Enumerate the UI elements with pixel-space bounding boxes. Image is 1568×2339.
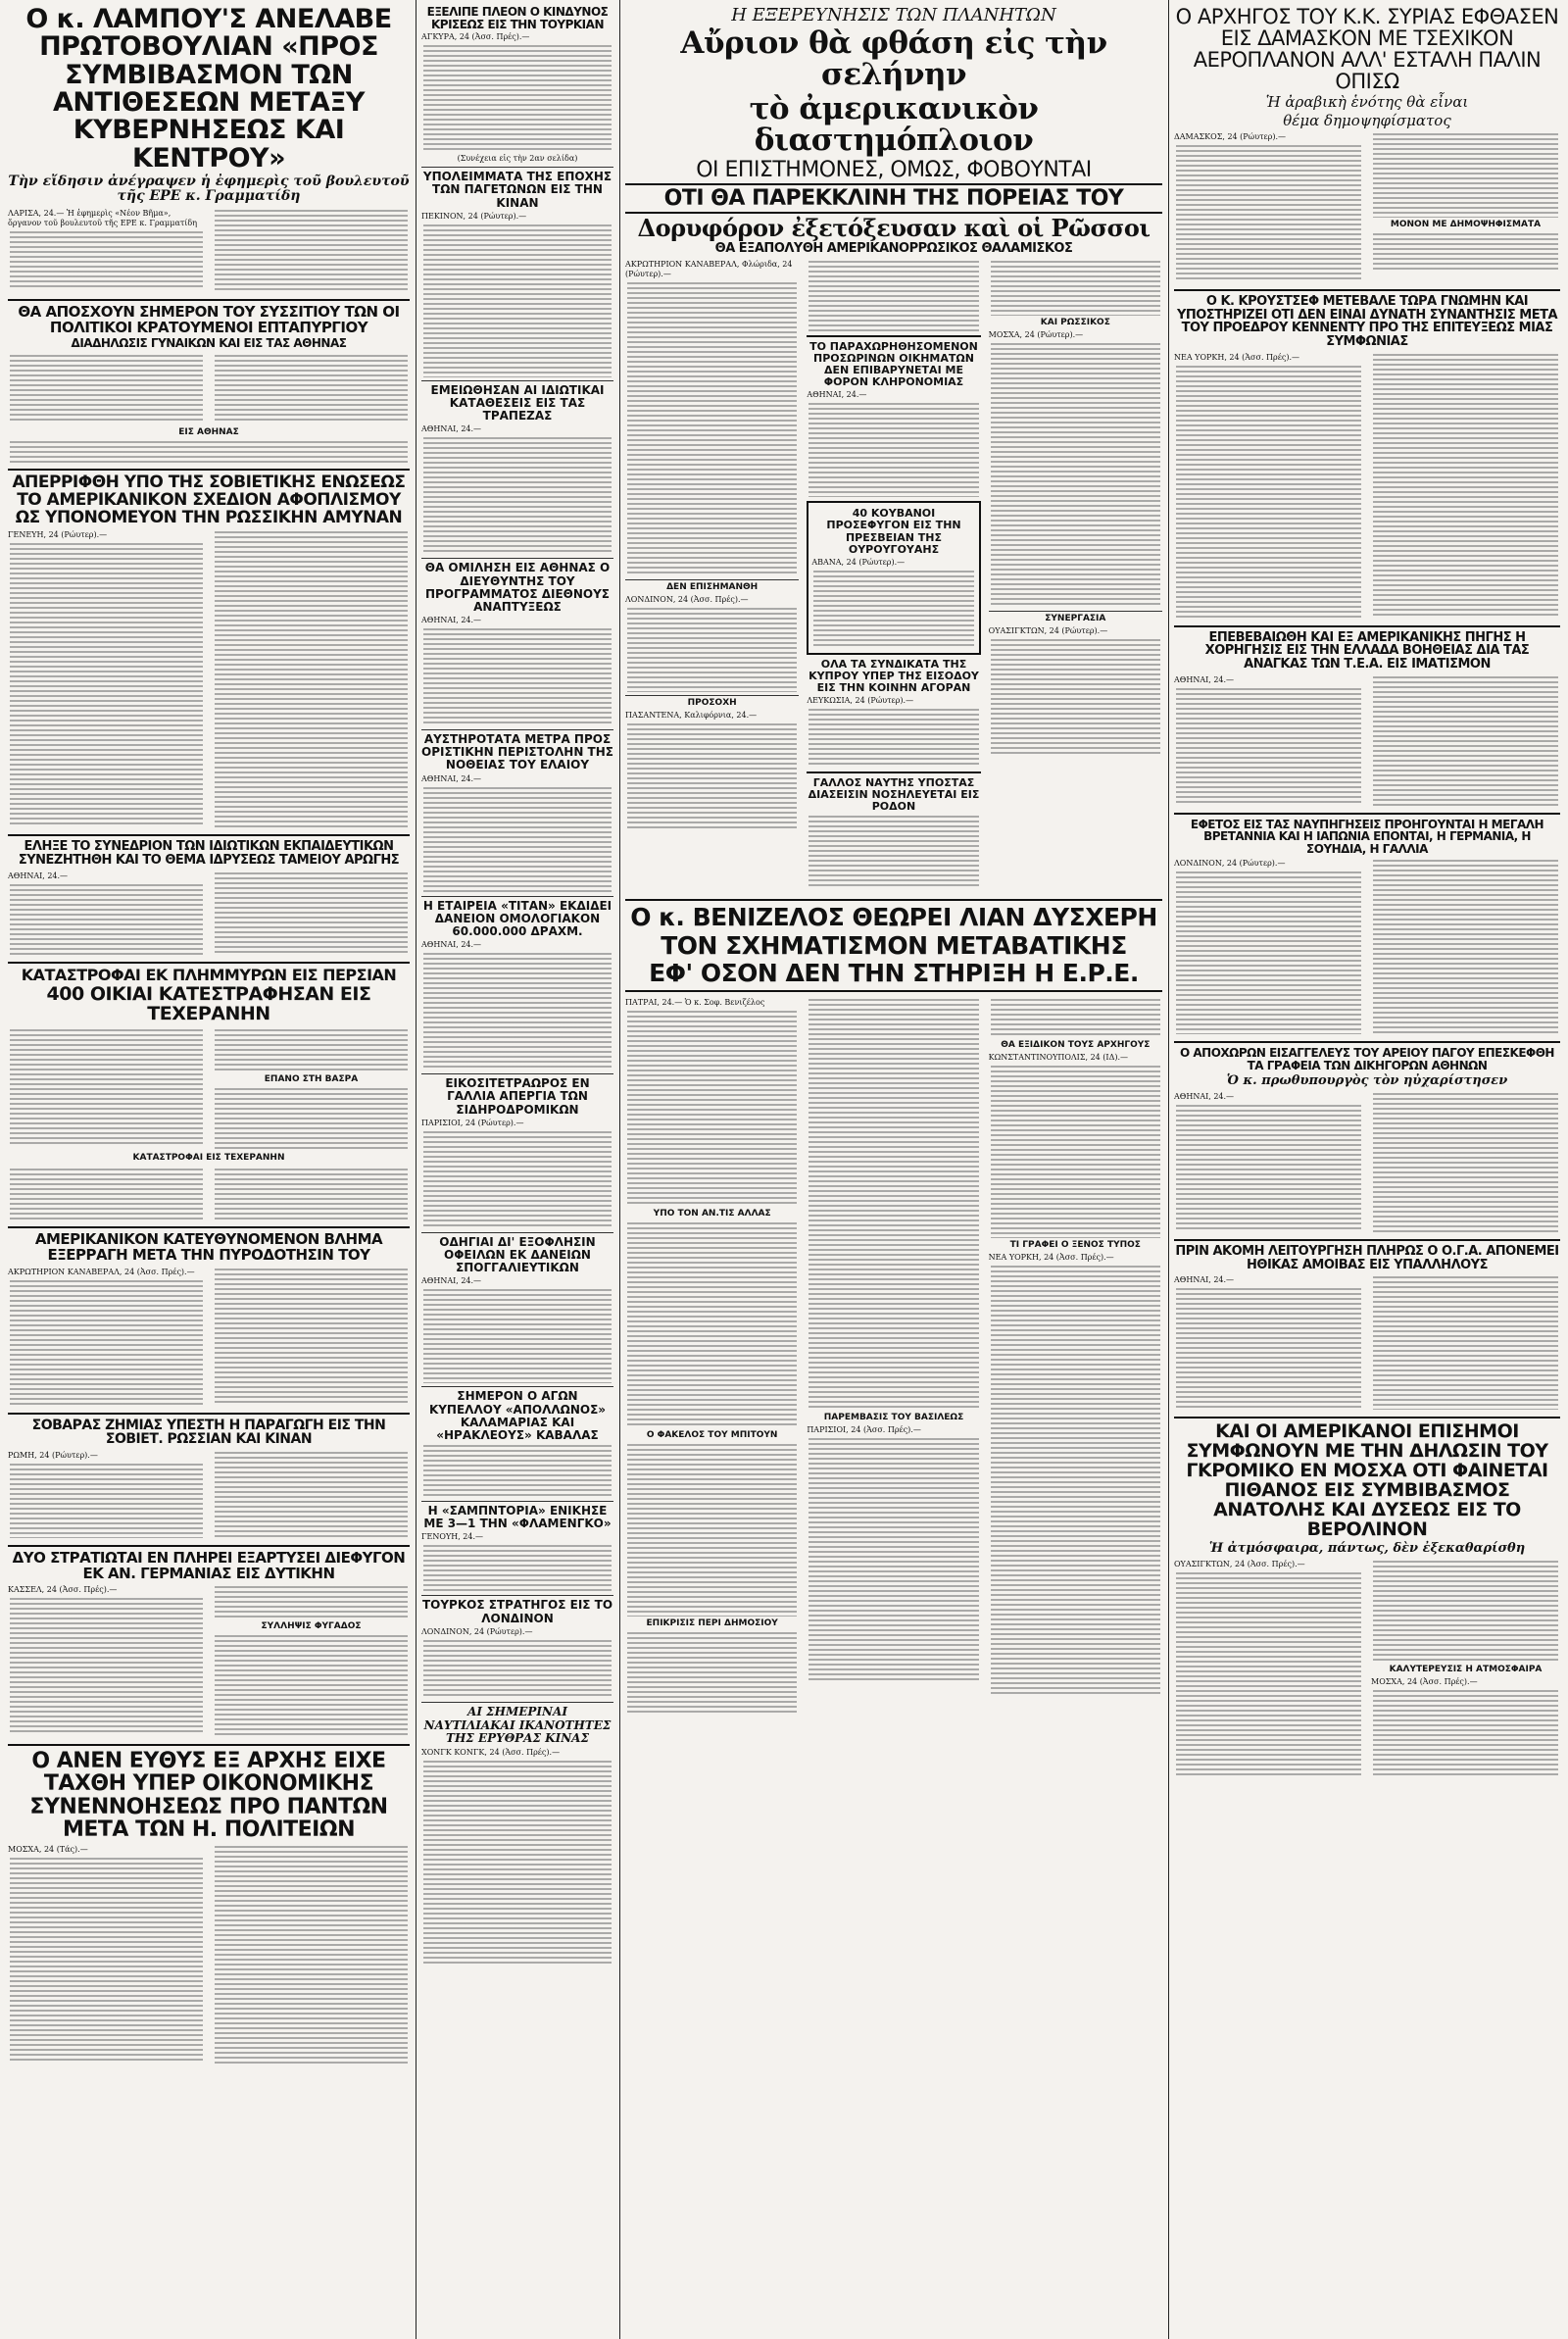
agon-headline: ΣΗΜΕΡΟΝ Ο ΑΓΩΝ ΚΥΠΕΛΛΟΥ «ΑΠΟΛΛΩΝΟΣ» ΚΑΛΑΜΑΡΙΑΣ ΚΑΙ «ΗΡΑΚΛΕΟΥΣ» ΚΑΒΑΛΑΣ — [428, 1389, 607, 1442]
venizelos-dateline: ΠΑΤΡΑΙ, 24.— Ὁ κ. Σοφ. Βενιζέλος — [625, 998, 765, 1008]
apergia-body — [423, 1131, 612, 1229]
lambrou-body — [8, 207, 410, 295]
kouvanoi-dateline: ΑΒΑΝΑ, 24 (Ρώυτερ).— — [811, 557, 906, 567]
kouvanoi-box — [807, 501, 980, 654]
voitheia-dateline: ΑΘΗΝΑΙ, 24.— — [1174, 674, 1235, 684]
stratiotai-dateline: ΚΑΣΣΕΛ, 24 (Ἀσσ. Πρές).— — [8, 1585, 118, 1595]
column-rule-3 — [1168, 0, 1169, 2339]
syria-dateline: ΔΑΜΑΣΚΟΣ, 24 (Ρώυτερ).— — [1174, 132, 1287, 142]
persia-subheadline-1: ΕΠΑΝΟ ΣΤΗ ΒΑΣΡΑ — [264, 1074, 359, 1085]
den-dateline: ΛΟΝΔΙΝΟΝ, 24 (Ἀσσ. Πρές).— — [625, 594, 749, 604]
naftiliakai-dateline: ΧΟΝΓΚ ΚΟΝΓΚ, 24 (Ἀσσ. Πρές).— — [421, 1748, 561, 1758]
vima-dateline: ΑΚΡΩΤΗΡΙΟΝ ΚΑΝΑΒΕΡΑΛ, 24 (Ἀσσ. Πρές).— — [8, 1267, 195, 1276]
berlin-dateline-2: ΜΟΣΧΑ, 24 (Ἀσσ. Πρές).— — [1371, 1677, 1478, 1687]
apergia-dateline: ΠΑΡΙΣΙΟΙ, 24 (Ρώυτερ).— — [421, 1118, 524, 1127]
main-story-col-1 — [625, 258, 799, 891]
eisaggelefs-headline: Ο ΑΠΟΧΩΡΩΝ ΕΙΣΑΓΓΕΛΕΥΣ ΤΟΥ ΑΡΕΙΟΥ ΠΑΓΟΥ ΕΠΕΣΚΕΦΘΗ ΤΑ ΓΡΑΦΕΙΑ ΤΩΝ ΔΙΚΗΓΟΡΩΝ ΑΘΗΝΩΝ — [1180, 1046, 1554, 1073]
apergia-headline: ΕΙΚΟΣΙΤΕΤΡΑΩΡΟΣ ΕΝ ΓΑΛΛΙΑ ΑΠΕΡΓΙΑ ΤΩΝ ΣΙΔΗΡΟΔΡΟΜΙΚΩΝ — [445, 1076, 590, 1117]
stratiotai-body — [8, 1583, 410, 1740]
syria-kicker-1: Ἡ ἀραβικὴ ἑνότης θὰ εἶναι — [1265, 93, 1469, 112]
syria-body — [1174, 130, 1560, 285]
aporripsi-dateline: ΓΕΝΕΥΗ, 24 (Ρώυτερ).— — [8, 530, 108, 540]
zimiai-headline: ΣΟΒΑΡΑΣ ΖΗΜΙΑΣ ΥΠΕΣΤΗ Η ΠΑΡΑΓΩΓΗ ΕΙΣ ΤΗΝ ΣΟΒΙΕΤ. ΡΩΣΣΙΑΝ ΚΑΙ ΚΙΝΑΝ — [31, 1417, 386, 1448]
syssitio-headline: ΘΑ ΑΠΟΣΧΟΥΝ ΣΗΜΕΡΟΝ ΤΟΥ ΣΥΣΣΙΤΙΟΥ ΤΩΝ ΟΙ ΠΟΛΙΤΙΚΟΙ ΚΡΑΤΟΥΜΕΝΟΙ ΕΠΤΑΠΥΡΓΙΟΥ — [18, 302, 400, 336]
venizelos-sub-4: ΕΠΙΚΡΙΣΙΣ ΠΕΡΙ ΔΗΜΟΣΙΟΥ — [646, 1617, 778, 1628]
odigiai-headline: ΟΔΗΓΙΑΙ ΔΙ' ΕΞΟΦΛΗΣΙΝ ΟΦΕΙΛΩΝ ΕΚ ΔΑΝΕΙΩΝ ΣΠΟΓΓΑΛΙΕΥΤΙΚΩΝ — [439, 1234, 596, 1275]
venizelos-col-3 — [989, 996, 1162, 1717]
naupigiseis-dateline: ΛΟΝΔΙΝΟΝ, 24 (Ρώυτερ).— — [1174, 859, 1286, 869]
berlin-dateline: ΟΥΑΣΙΓΚΤΩΝ, 24 (Ἀσσ. Πρές).— — [1174, 1560, 1305, 1569]
tourkos-dateline: ΛΟΝΔΙΝΟΝ, 24 (Ρώυτερ).— — [421, 1626, 533, 1636]
eisaggelefs-kicker: Ὁ κ. πρωθυπουργὸς τὸν ηὐχαρίστησεν — [1226, 1072, 1508, 1088]
elaiou-body — [423, 787, 612, 893]
tourkia-headline: ΕΞΕΛΙΠΕ ΠΛΕΟΝ Ο ΚΙΝΔΥΝΟΣ ΚΡΙΣΕΩΣ ΕΙΣ ΤΗΝ ΤΟΥΡΚΙΑΝ — [426, 5, 609, 31]
syssitio-section: ΕΙΣ ΑΘΗΝΑΣ — [178, 426, 239, 437]
syssitio-body-2 — [10, 441, 408, 465]
omilia-headline: ΘΑ ΟΜΙΛΗΣΗ ΕΙΣ ΑΘΗΝΑΣ Ο ΔΙΕΥΘΥΝΤΗΣ ΤΟΥ ΠΡΟΓΡΑΜΜΑΤΟΣ ΔΙΕΘΝΟΥΣ ΑΝΑΠΤΥΞΕΩΣ — [424, 561, 611, 614]
tourkos-body — [423, 1640, 612, 1699]
berlin-subheadline: ΚΑΛΥΤΕΡΕΥΣΙΣ Η ΑΤΜΟΣΦΑΙΡΑ — [1389, 1665, 1543, 1675]
elaiou-dateline: ΑΘΗΝΑΙ, 24.— — [421, 773, 482, 783]
naupigiseis-headline: ΕΦΕΤΟΣ ΕΙΣ ΤΑΣ ΝΑΥΠΗΓΗΣΕΙΣ ΠΡΟΗΓΟΥΝΤΑΙ Η ΜΕΓΑΛΗ ΒΡΕΤΑΝΝΙΑ ΚΑΙ Η ΙΑΠΩΝΙΑ ΕΠΟΝΤΑΙ, Η ΓΕΡΜΑΝΙΑ, Η ΣΟΥΗΔΙΑ, Η ΓΑΛΛΙΑ — [1190, 817, 1544, 856]
syndrio-dateline: ΑΘΗΝΑΙ, 24.— — [8, 871, 69, 880]
odigiai-body — [423, 1289, 612, 1383]
vima-body — [8, 1266, 410, 1409]
tourkos-headline: ΤΟΥΡΚΟΣ ΣΤΡΑΤΗΓΟΣ ΕΙΣ ΤΟ ΛΟΝΔΙΝΟΝ — [421, 1598, 613, 1625]
kouvanoi-headline: 40 ΚΟΥΒΑΝΟΙ ΠΡΟΣΕΦΥΓΟΝ ΕΙΣ ΤΗΝ ΠΡΕΣΒΕΙΑΝ ΤΗΣ ΟΥΡΟΥΓΟΥΑΗΣ — [826, 507, 961, 556]
omilia-dateline: ΑΘΗΝΑΙ, 24.— — [421, 616, 482, 625]
venizelos-sub-5: ΘΑ ΕΞΙΔΙΚΟΝ ΤΟΥΣ ΑΡΧΗΓΟΥΣ — [1001, 1040, 1151, 1051]
aporripsi-headline: ΑΠΕΡΡΙΦΘΗ ΥΠΟ ΤΗΣ ΣΟΒΙΕΤΙΚΗΣ ΕΝΩΣΕΩΣ ΤΟ ΑΜΕΡΙΚΑΝΙΚΟΝ ΣΧΕΔΙΟΝ ΑΦΟΠΛΙΣΜΟΥ ΩΣ ΥΠΟΝΟΜΕΥΟΝ ΤΗΝ ΡΩΣΣΙΚΗΝ ΑΜΥΝΑΝ — [12, 472, 406, 527]
synergasia-subheadline: ΣΥΝΕΡΓΑΣΙΑ — [1045, 613, 1106, 623]
venizelos-dateline-2: ΚΩΝΣΤΑΝΤΙΝΟΥΠΟΛΙΣ, 24 (ΙΔ).— — [988, 1052, 1129, 1062]
paghetonas-headline: ΥΠΟΛΕΙΜΜΑΤΑ ΤΗΣ ΕΠΟΧΗΣ ΤΩΝ ΠΑΓΕΤΩΝΩΝ ΕΙΣ ΤΗΝ ΚΙΝΑΝ — [422, 170, 612, 210]
trapezes-headline: ΕΜΕΙΩΘΗΣΑΝ ΑΙ ΙΔΙΩΤΙΚΑΙ ΚΑΤΑΘΕΣΕΙΣ ΕΙΣ ΤΑΣ ΤΡΑΠΕΖΑΣ — [430, 382, 605, 423]
flamengo-body — [423, 1545, 612, 1592]
venizelos-sub-6: ΤΙ ΓΡΑΦΕΙ Ο ΞΕΝΟΣ ΤΥΠΟΣ — [1009, 1239, 1141, 1250]
flamengo-headline: Η «ΣΑΜΠΝΤΟΡΙΑ» ΕΝΙΚΗΣΕ ΜΕ 3—1 ΤΗΝ «ΦΛΑΜΕΝΓΚΟ» — [423, 1504, 612, 1531]
tourkia-note: (Συνέχεια εἰς τὴν 2αν σελίδα) — [457, 154, 578, 164]
venizelos-dateline-4: ΠΑΡΙΣΙΟΙ, 24 (Ἀσσ. Πρές).— — [807, 1424, 921, 1434]
eisaggelefs-dateline: ΑΘΗΝΑΙ, 24.— — [1174, 1091, 1235, 1101]
syria-kicker-2: θέμα δημοψηφίσματος — [1283, 111, 1451, 129]
oikimata-dateline: ΑΘΗΝΑΙ, 24.— — [807, 390, 867, 400]
kroustsef-body — [1174, 351, 1560, 622]
main-headline-1: Αὔριον θὰ φθάση εἰς τὴν σελήνην — [680, 25, 1107, 93]
naftiliakai-headline: ΑΙ ΣΗΜΕΡΙΝΑΙ ΝΑΥΤΙΛΙΑΚΑΙ ΙΚΑΝΟΤΗΤΕΣ ΤΗΣ ΕΡΥΘΡΑΣ ΚΙΝΑΣ — [423, 1704, 612, 1746]
naftiliakai-body — [423, 1761, 612, 1966]
prosohi-subheadline: ΠΡΟΣΟΧΗ — [687, 697, 737, 708]
rossikos-dateline: ΜΟΣΧΑ, 24 (Ρώυτερ).— — [988, 329, 1084, 339]
trapezes-body — [423, 437, 612, 555]
syndikata-headline: ΟΛΑ ΤΑ ΣΥΝΔΙΚΑΤΑ ΤΗΣ ΚΥΠΡΟΥ ΥΠΕΡ ΤΗΣ ΕΙΣΟΔΟΥ ΕΙΣ ΤΗΝ ΚΟΙΝΗΝ ΑΓΟΡΑΝ — [808, 657, 979, 694]
main-story-col-2 — [807, 258, 980, 891]
prosohi-dateline: ΠΑΣΑΝΤΕΝΑ, Καλιφόρνια, 24.— — [625, 710, 758, 720]
syndrio-body — [8, 870, 410, 958]
syndikata-dateline: ΛΕΥΚΩΣΙΑ, 24 (Ρώυτερ).— — [807, 696, 914, 706]
persia-headline-2: 400 ΟΙΚΙΑΙ ΚΑΤΕΣΤΡΑΦΗΣΑΝ ΕΙΣ ΤΕΧΕΡΑΝΗΝ — [46, 983, 371, 1025]
main-headline-2: τὸ ἀμερικανικὸν διαστημόπλοιον — [749, 90, 1039, 159]
main-dateline: ΑΚΡΩΤΗΡΙΟΝ ΚΑΝΑΒΕΡΑΛ, Φλώριδα, 24 (Ρώυτερ).— — [625, 260, 793, 278]
stratiotai-headline: ΔΥΟ ΣΤΡΑΤΙΩΤΑΙ ΕΝ ΠΛΗΡΕΙ ΕΞΑΡΤΥΣΕΙ ΔΙΕΦΥΓΟΝ ΕΚ ΑΝ. ΓΕΡΜΑΝΙΑΣ ΕΙΣ ΔΥΤΙΚΗΝ — [12, 1548, 406, 1582]
synergasia-dateline: ΟΥΑΣΙΓΚΤΩΝ, 24 (Ρώυτερ).— — [988, 625, 1108, 635]
berlin-body — [1174, 1558, 1560, 1781]
poliitis-body — [8, 1843, 410, 2066]
paghetonas-dateline: ΠΕΚΙΝΟΝ, 24 (Ρώυτερ).— — [421, 211, 527, 221]
zimiai-body — [8, 1449, 410, 1541]
lambrou-headline: Ο κ. ΛΑΜΠΟΥ'Σ ΑΝΕΛΑΒΕ ΠΡΩΤΟΒΟΥΛΙΑΝ «ΠΡΟΣ ΣΥΜΒΙΒΑΣΜΟΝ ΤΩΝ ΑΝΤΙΘΕΣΕΩΝ ΜΕΤΑΞΥ ΚΥΒΕΡΝΗΣΕΩΣ ΚΑΙ ΚΕΝΤΡΟΥ» — [25, 4, 392, 174]
venizelos-col-2 — [807, 996, 980, 1717]
oga-headline: ΠΡΙΝ ΑΚΟΜΗ ΛΕΙΤΟΥΡΓΗΣΗ ΠΛΗΡΩΣ Ο Ο.Γ.Α. ΑΠΟΝΕΜΕΙ ΗΘΙΚΑΣ ΑΜΟΙΒΑΣ ΕΙΣ ΥΠΑΛΛΗΛΟΥΣ — [1175, 1243, 1559, 1272]
omilia-body — [423, 628, 612, 726]
eisaggelefs-body — [1174, 1090, 1560, 1235]
persia-body — [8, 1026, 410, 1152]
main-subheadline-4: ΘΑ ΕΞΑΠΟΛΥΘΗ ΑΜΕΡΙΚΑΝΟΡΡΩΣΙΚΟΣ ΘΑΛΑΜΙΣΚΟΣ — [714, 241, 1073, 257]
poliitis-headline: Ο ΑΝΕΝ ΕΥΘΥΣ ΕΞ ΑΡΧΗΣ ΕΙΧΕ ΤΑΧΘΗ ΥΠΕΡ ΟΙΚΟΝΟΜΙΚΗΣ ΣΥΝΕΝΝΟΗΣΕΩΣ ΠΡΟ ΠΑΝΤΩΝ ΜΕΤΑ ΤΩΝ Η. ΠΟΛΙΤΕΙΩΝ — [29, 1749, 388, 1842]
main-subheadline-1: ΟΙ ΕΠΙΣΤΗΜΟΝΕΣ, ΟΜΩΣ, ΦΟΒΟΥΝΤΑΙ — [696, 157, 1092, 182]
titan-dateline: ΑΘΗΝΑΙ, 24.— — [421, 940, 482, 950]
titan-headline: Η ΕΤΑΙΡΕΙΑ «ΤΙΤΑΝ» ΕΚΔΙΔΕΙ ΔΑΝΕΙΟΝ ΟΜΟΛΟΓΙΑΚΟΝ 60.000.000 ΔΡΑΧΜ. — [422, 898, 612, 938]
venizelos-col-1 — [625, 996, 799, 1717]
main-subheadline-3: Δορυφόρον ἐξετόξευσαν καὶ οἱ Ρῶσσοι — [637, 214, 1151, 243]
trapezes-dateline: ΑΘΗΝΑΙ, 24.— — [421, 424, 482, 434]
persia-subheadline-2: ΚΑΤΑΣΤΡΟΦΑΙ ΕΙΣ ΤΕΧΕΡΑΝΗΝ — [132, 1153, 285, 1164]
venizelos-sub-3: Ο ΦΑΚΕΛΟΣ ΤΟΥ ΜΠΙΤΟΥΝ — [646, 1429, 778, 1440]
column-3 — [625, 0, 1162, 2339]
naftis-headline: ΓΑΛΛΟΣ ΝΑΥΤΗΣ ΥΠΟΣΤΑΣ ΔΙΑΣΕΙΣΙΝ ΝΟΣΗΛΕΥΕΤΑΙ ΕΙΣ ΡΟΔΟΝ — [808, 776, 980, 814]
persia-body-2 — [8, 1166, 410, 1222]
column-2 — [421, 0, 613, 2339]
poliitis-dateline: ΜΟΣΧΑ, 24 (Τάς).— — [8, 1844, 88, 1854]
rossikos-subheadline: ΚΑΙ ΡΩΣΣΙΚΟΣ — [1040, 318, 1110, 327]
berlin-kicker: Ἡ ἀτμόσφαιρα, πάντως, δὲν ἐξεκαθαρίσθη — [1208, 1540, 1526, 1556]
voitheia-headline: ΕΠΕΒΕΒΑΙΩΘΗ ΚΑΙ ΕΞ ΑΜΕΡΙΚΑΝΙΚΗΣ ΠΗΓΗΣ Η ΧΟΡΗΓΗΣΙΣ ΕΙΣ ΤΗΝ ΕΛΛΑΔΑ ΒΟΗΘΕΙΑΣ ΔΙΑ ΤΑΣ ΑΝΑΓΚΑΣ ΤΩΝ Τ.Ε.Α. ΕΙΣ ΙΜΑΤΙΣΜΟΝ — [1204, 629, 1530, 672]
persia-headline-1: ΚΑΤΑΣΤΡΟΦΑΙ ΕΚ ΠΛΗΜΜΥΡΩΝ ΕΙΣ ΠΕΡΣΙΑΝ — [21, 965, 397, 984]
oga-body — [1174, 1273, 1560, 1413]
column-4 — [1174, 0, 1560, 2339]
column-1 — [8, 0, 410, 2339]
titan-body — [423, 953, 612, 1070]
lambrou-dateline: ΛΑΡΙΣΑ, 24.— Ἡ ἐφημερὶς «Νέον Βῆμα», ὄργανον τοῦ βουλευτοῦ τῆς ΕΡΕ κ. Γραμματίδη — [8, 208, 198, 227]
venizelos-body — [625, 996, 1162, 1717]
tourkia-body — [423, 45, 612, 151]
kroustsef-headline: Ο Κ. ΚΡΟΥΣΤΣΕΦ ΜΕΤΕΒΑΛΕ ΤΩΡΑ ΓΝΩΜΗΝ ΚΑΙ ΥΠΟΣΤΗΡΙΖΕΙ ΟΤΙ ΔΕΝ ΕΙΝΑΙ ΔΥΝΑΤΗ ΣΥΝΑΝΤΗΣΙΣ ΜΕΤΑ ΤΟΥ ΠΡΟΕΔΡΟΥ ΚΕΝΝΕΝΤΥ ΠΡΟ ΤΗΣ ΕΠΙΤΕΥΞΕΩΣ ΜΙΑΣ ΣΥΜΦΩΝΙΑΣ — [1176, 294, 1558, 350]
lambrou-kicker: Τὴν εἴδησιν ἀνέγραψεν ἡ ἐφημερὶς τοῦ βουλευτοῦ τῆς ΕΡΕ κ. Γραμματίδη — [8, 174, 410, 205]
syssitio-body — [8, 352, 410, 426]
voitheia-body — [1174, 673, 1560, 809]
elaiou-headline: ΑΥΣΤΗΡΟΤΑΤΑ ΜΕΤΡΑ ΠΡΟΣ ΟΡΙΣΤΙΚΗΝ ΠΕΡΙΣΤΟΛΗΝ ΤΗΣ ΝΟΘΕΙΑΣ ΤΟΥ ΕΛΑΙΟΥ — [421, 732, 613, 772]
column-rule-2 — [619, 0, 620, 2339]
venizelos-sub-1: ΥΠΟ ΤΟΝ ΑΝ.ΤΙΣ ΑΛΛΑΣ — [653, 1209, 771, 1219]
syria-headline: Ο ΑΡΧΗΓΟΣ ΤΟΥ Κ.Κ. ΣΥΡΙΑΣ ΕΦΘΑΣΕΝ ΕΙΣ ΔΑΜΑΣΚΟΝ ΜΕ ΤΣΕΧΙΚΟΝ ΑΕΡΟΠΛΑΝΟΝ ΑΛΛ' ΕΣΤΑΛΗ ΠΑΛΙΝ ΟΠΙΣΩ — [1175, 5, 1559, 94]
tourkia-dateline: ΑΓΚΥΡΑ, 24 (Ἀσσ. Πρές).— — [421, 32, 530, 42]
venizelos-sub-2: ΠΑΡΕΜΒΑΣΙΣ ΤΟΥ ΒΑΣΙΛΕΩΣ — [823, 1413, 964, 1423]
main-story-body — [625, 258, 1162, 891]
zimiai-dateline: ΡΩΜΗ, 24 (Ρώυτερ).— — [8, 1450, 98, 1460]
oikimata-headline: ΤΟ ΠΑΡΑΧΩΡΗΘΗΣΟΜΕΝΟΝ ΠΡΟΣΩΡΙΝΩΝ ΟΙΚΗΜΑΤΩΝ ΔΕΝ ΕΠΙΒΑΡΥΝΕΤΑΙ ΜΕ ΦΟΡΟΝ ΚΛΗΡΟΝΟΜΙΑΣ — [809, 340, 978, 389]
aporripsi-body — [8, 528, 410, 830]
venizelos-headline-3: ΕΦ' ΟΣΟΝ ΔΕΝ ΤΗΝ ΣΤΗΡΙΞΗ Η Ε.Ρ.Ε. — [649, 958, 1139, 987]
venizelos-dateline-3: ΝΕΑ ΥΟΡΚΗ, 24 (Ἀσσ. Πρές).— — [988, 1252, 1114, 1262]
oga-dateline: ΑΘΗΝΑΙ, 24.— — [1174, 1275, 1235, 1285]
agon-body — [423, 1445, 612, 1498]
main-kicker: Η ΕΞΕΡΕΥΝΗΣΙΣ ΤΩΝ ΠΛΑΝΗΤΩΝ — [731, 5, 1056, 25]
venizelos-headline-2: ΤΟΝ ΣΧΗΜΑΤΙΣΜΟΝ ΜΕΤΑΒΑΤΙΚΗΣ — [661, 930, 1127, 960]
main-subheadline-2: ΟΤΙ ΘΑ ΠΑΡΕΚΚΛΙΝΗ ΤΗΣ ΠΟΡΕΙΑΣ ΤΟΥ — [625, 183, 1162, 214]
berlin-headline: ΚΑΙ ΟΙ ΑΜΕΡΙΚΑΝΟΙ ΕΠΙΣΗΜΟΙ ΣΥΜΦΩΝΟΥΝ ΜΕ ΤΗΝ ΔΗΛΩΣΙΝ ΤΟΥ ΓΚΡΟΜΙΚΟ ΕΝ ΜΟΣΧΑ ΟΤΙ ΦΑΙΝΕΤΑΙ ΠΙΘΑΝΟΣ ΕΙΣ ΣΥΜΒΙΒΑΣΜΟΣ ΑΝΑΤΟΛΗΣ ΚΑΙ ΔΥΣΕΩΣ ΕΙΣ ΤΟ ΒΕΡΟΛΙΝΟΝ — [1186, 1420, 1548, 1540]
stratiotai-subheadline: ΣΥΛΛΗΨΙΣ ΦΥΓΑΔΟΣ — [261, 1621, 362, 1632]
flamengo-dateline: ΓΕΝΟΥΗ, 24.— — [421, 1532, 484, 1542]
paghetonas-body — [423, 224, 612, 377]
vima-headline: ΑΜΕΡΙΚΑΝΙΚΟΝ ΚΑΤΕΥΘΥΝΟΜΕΝΟΝ ΒΛΗΜΑ ΕΞΕΡΡΑΓΗ ΜΕΤΑ ΤΗΝ ΠΥΡΟΔΟΤΗΣΙΝ ΤΟΥ — [34, 1230, 383, 1264]
odigiai-dateline: ΑΘΗΝΑΙ, 24.— — [421, 1276, 482, 1286]
main-story-col-3 — [989, 258, 1162, 891]
syndrio-headline: ΕΛΗΞΕ ΤΟ ΣΥΝΕΔΡΙΟΝ ΤΩΝ ΙΔΙΩΤΙΚΩΝ ΕΚΠΑΙΔΕΥΤΙΚΩΝ ΣΥΝΕΖΗΤΗΘΗ ΚΑΙ ΤΟ ΘΕΜΑ ΙΔΡΥΣΕΩΣ ΤΑΜΕΙΟΥ ΑΡΩΓΗΣ — [18, 839, 400, 868]
syssitio-subheadline: ΔΙΑΔΗΛΩΣΙΣ ΓΥΝΑΙΚΩΝ ΚΑΙ ΕΙΣ ΤΑΣ ΑΘΗΝΑΣ — [71, 336, 347, 351]
syria-subheadline: ΜΟΝΟΝ ΜΕ ΔΗΜΟΨΗΦΙΣΜΑΤΑ — [1390, 220, 1542, 230]
den-subheadline: ΔΕΝ ΕΠΙΣΗΜΑΝΘΗ — [666, 582, 759, 592]
kroustsef-dateline: ΝΕΑ ΥΟΡΚΗ, 24 (Ἀσσ. Πρές).— — [1174, 352, 1300, 362]
naupigiseis-body — [1174, 857, 1560, 1037]
venizelos-headline-1: Ο κ. ΒΕΝΙΖΕΛΟΣ ΘΕΩΡΕΙ ΛΙΑΝ ΔΥΣΧΕΡΗ — [630, 903, 1157, 932]
